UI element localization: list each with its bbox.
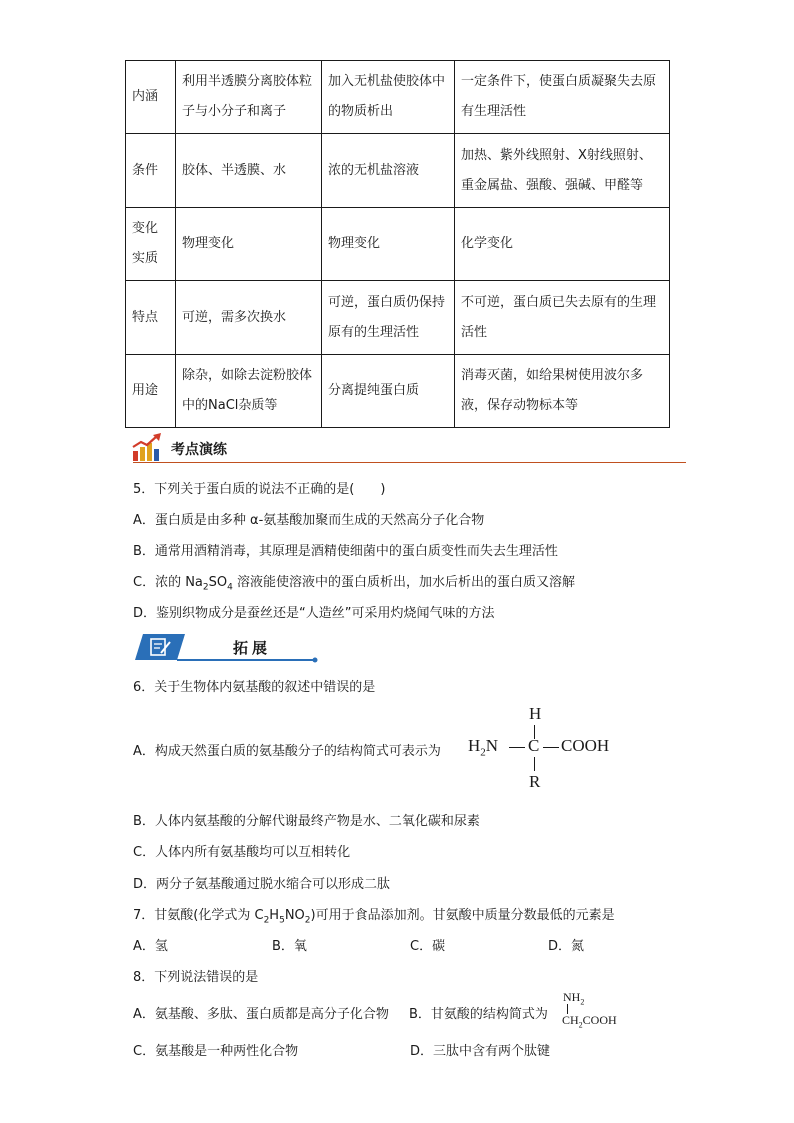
option-b: B．氧 [272, 939, 307, 954]
table-cell: 不可逆，蛋白质已失去原有的生理活性 [455, 281, 670, 355]
section-title: 拓展 [233, 639, 272, 657]
subscript: 2 [580, 997, 585, 1007]
table-row [126, 281, 670, 355]
row-label: 用途 [126, 355, 176, 428]
question-6-stem: 6．关于生物体内氨基酸的叙述中错误的是 [133, 680, 376, 695]
option-d: D．三肽中含有两个肽键 [410, 1044, 551, 1059]
table-cell: 消毒灭菌，如给果树使用波尔多液，保存动物标本等 [455, 355, 670, 428]
atom-h: H [529, 704, 542, 723]
option-c: C．氨基酸是一种两性化合物 [133, 1044, 299, 1059]
table-row [126, 134, 670, 208]
section-header-extension [133, 632, 318, 664]
text: 7．甘氨酸(化学式为 C [133, 908, 264, 923]
text: C．浓的 Na [133, 575, 203, 590]
bond-line [534, 757, 535, 771]
table-cell: 加热、紫外线照射、X射线照射、重金属盐、强酸、强碱、甲醛等 [455, 134, 670, 208]
table-cell: 可逆，蛋白质仍保持原有的生理活性 [322, 281, 455, 355]
table-row [126, 61, 670, 134]
text: H [468, 736, 481, 755]
text: SO [208, 575, 228, 590]
option-d: D．两分子氨基酸通过脱水缩合可以形成二肽 [133, 877, 391, 892]
subscript: 4 [227, 582, 233, 593]
table-cell: 除杂，如除去淀粉胶体中的NaCl杂质等 [176, 355, 322, 428]
row-label: 条件 [126, 134, 176, 208]
subscript: 2 [480, 746, 486, 759]
table-cell: 分离提纯蛋白质 [322, 355, 455, 428]
table-cell: 一定条件下，使蛋白质凝聚失去原有生理活性 [455, 61, 670, 134]
notepad-pencil-icon [149, 637, 173, 657]
section-divider [133, 462, 686, 463]
text: 溶液能使溶液中的蛋白质析出，加水后析出的蛋白质又溶解 [232, 575, 575, 590]
subscript: 2 [578, 1020, 583, 1030]
row-label: 内涵 [126, 61, 176, 134]
option-a: A．氢 [133, 939, 168, 954]
row-label: 特点 [126, 281, 176, 355]
option-a: A．氨基酸、多肽、蛋白质都是高分子化合物 [133, 1007, 389, 1022]
question-5-stem: 5．下列关于蛋白质的说法不正确的是( ) [133, 482, 386, 497]
bond-line [509, 747, 525, 748]
bar-chart-icon [131, 433, 163, 463]
text: H [269, 908, 280, 923]
row-label: 变化实质 [126, 208, 176, 281]
table-cell: 胶体、半透膜、水 [176, 134, 322, 208]
backbone [562, 1013, 617, 1029]
table-cell: 浓的无机盐溶液 [322, 134, 455, 208]
text: N [485, 736, 499, 755]
table-cell: 化学变化 [455, 208, 670, 281]
section-header-practice [131, 433, 691, 465]
question-8-stem: 8．下列说法错误的是 [133, 970, 259, 985]
option-b: B．甘氨酸的结构简式为 [409, 1007, 548, 1022]
table-cell: 物理变化 [176, 208, 322, 281]
subscript: 2 [202, 582, 209, 593]
carboxyl-group: COOH [561, 736, 610, 755]
glycine-structure [560, 990, 640, 1030]
option-b: B．人体内氨基酸的分解代谢最终产物是水、二氧化碳和尿素 [133, 814, 480, 829]
text: NO [284, 908, 305, 923]
table-row [126, 355, 670, 428]
table-row [126, 208, 670, 281]
option-b: B．通常用酒精消毒，其原理是酒精使细菌中的蛋白质变性而失去生理活性 [133, 544, 558, 559]
atom-r: R [529, 772, 541, 791]
option-c: C．碳 [410, 939, 446, 954]
section-title: 考点演练 [171, 442, 227, 458]
option-a: A．构成天然蛋白质的氨基酸分子的结构简式可表示为 [133, 744, 441, 759]
option-d: D．鉴别织物成分是蚕丝还是“人造丝”可采用灼烧闻气味的方法 [133, 606, 495, 621]
comparison-table [125, 60, 670, 428]
table-cell: 可逆，需多次换水 [176, 281, 322, 355]
bond-line [543, 747, 559, 748]
subscript: 2 [304, 915, 311, 926]
option-d: D．氮 [548, 939, 585, 954]
text: NH [563, 990, 581, 1004]
option-c [133, 571, 575, 593]
subscript: 2 [263, 915, 270, 926]
amino-acid-structure [468, 704, 628, 794]
table-cell: 物理变化 [322, 208, 455, 281]
table-cell: 加入无机盐使胶体中的物质析出 [322, 61, 455, 134]
atom-c: C [528, 736, 540, 755]
amino-group [468, 736, 498, 758]
subscript: 5 [279, 915, 285, 926]
text: COOH [582, 1013, 617, 1027]
question-7-stem [133, 904, 615, 926]
text: CH [562, 1013, 579, 1027]
option-a: A．蛋白质是由多种 α-氨基酸加聚而生成的天然高分子化合物 [133, 513, 485, 528]
table-cell: 利用半透膜分离胶体粒子与小分子和离子 [176, 61, 322, 134]
text: )可用于食品添加剂。甘氨酸中质量分数最低的元素是 [310, 908, 615, 923]
option-c: C．人体内所有氨基酸均可以互相转化 [133, 845, 351, 860]
